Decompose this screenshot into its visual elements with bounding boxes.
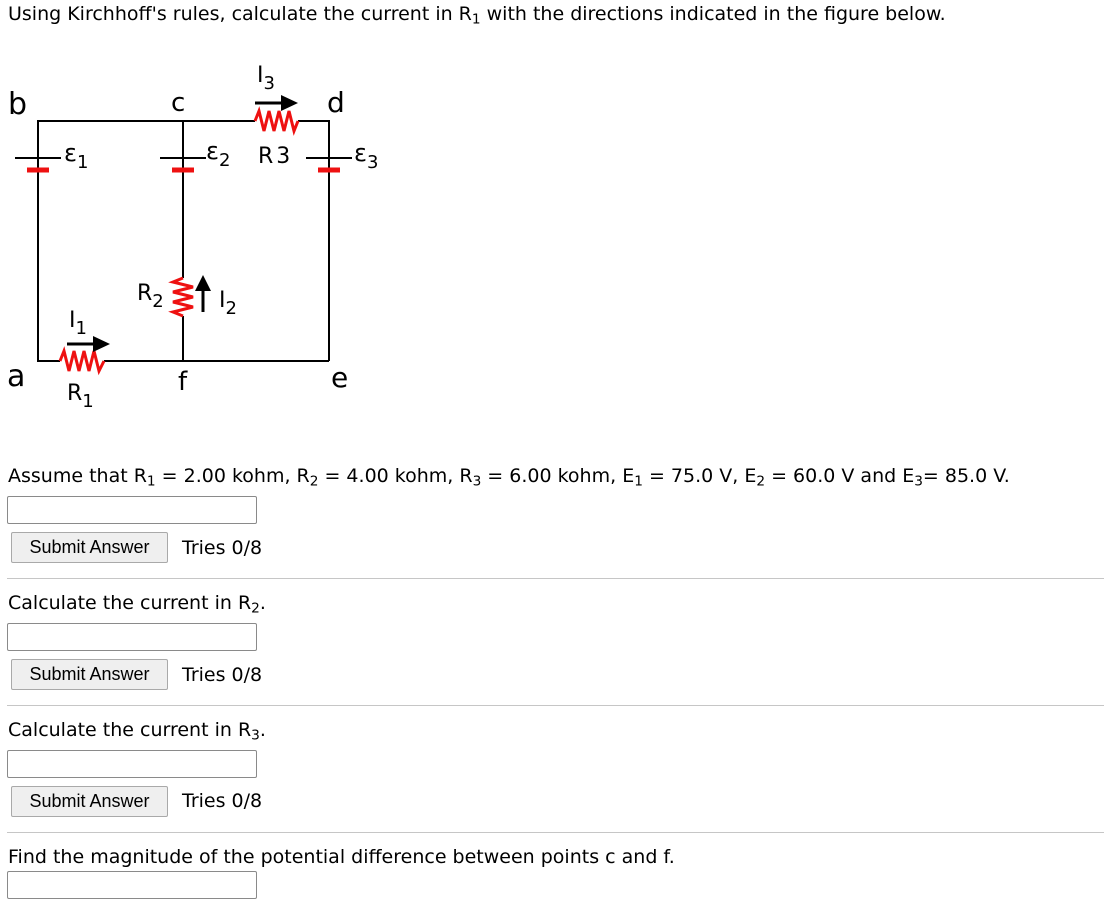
divider [7, 578, 1104, 579]
wire-top-right [183, 121, 329, 168]
node-label-b: b [8, 87, 28, 122]
node-label-d: d [327, 86, 345, 119]
intro-text: Using Kirchhoff's rules, calculate the current in $R_1$ with the directions indicated in the figure below. [8, 3, 946, 28]
circuit-diagram [0, 55, 400, 415]
resistor-r3 [255, 111, 298, 131]
answer-input-r2[interactable] [7, 623, 257, 651]
submit-answer-button-r1[interactable]: Submit Answer [11, 532, 168, 563]
wire-left [38, 170, 60, 361]
resistor-label-r1: $R_1$ [67, 381, 94, 412]
emf-label-e1: $\varepsilon_1$ [64, 139, 89, 173]
resistor-r1 [60, 351, 104, 371]
node-label-a: a [7, 359, 26, 394]
node-label-e: e [331, 361, 349, 394]
resistor-label-r2: $R_2$ [137, 281, 164, 312]
question-r3-prompt: Calculate the current in $R_3$. [8, 719, 266, 744]
tries-counter-r2: Tries 0/8 [182, 664, 263, 686]
wire-top-left [38, 121, 183, 168]
divider [7, 832, 1104, 833]
current-arrow-i2 [195, 275, 211, 312]
node-label-f: f [178, 367, 188, 397]
question-r2-prompt: Calculate the current in $R_2$. [8, 592, 266, 617]
emf-label-e2: $\varepsilon_2$ [206, 137, 231, 171]
answer-input-r1[interactable] [7, 496, 257, 524]
emf-label-e3: $\varepsilon_3$ [354, 139, 379, 173]
resistor-label-r3: R 3 [258, 144, 291, 169]
question-cf-prompt: Find the magnitude of the potential difference between points c and f. [8, 846, 675, 868]
current-label-i1: $I_1$ [69, 308, 87, 339]
assumption-text: Assume that $R_1 = 2.00$ kohm, $R_2 = 4.00$ kohm, $R_3 = 6.00$ kohm, $E_1 = 75.0$ V, $E_2 = 60.0$ V and $E_3= 85.0$ V. [8, 465, 1010, 490]
resistor-r2 [173, 278, 193, 316]
submit-answer-button-r3[interactable]: Submit Answer [11, 786, 168, 817]
current-arrow-i1 [67, 336, 110, 352]
answer-input-r3[interactable] [7, 750, 257, 778]
submit-answer-button-r2[interactable]: Submit Answer [11, 659, 168, 690]
current-label-i3: $I_3$ [257, 63, 275, 94]
current-label-i2: $I_2$ [219, 288, 237, 319]
divider [7, 705, 1104, 706]
answer-input-cf[interactable] [7, 871, 257, 899]
node-label-c: c [171, 88, 186, 118]
tries-counter-r1: Tries 0/8 [182, 537, 263, 559]
tries-counter-r3: Tries 0/8 [182, 790, 263, 812]
current-arrow-i3 [255, 95, 298, 111]
